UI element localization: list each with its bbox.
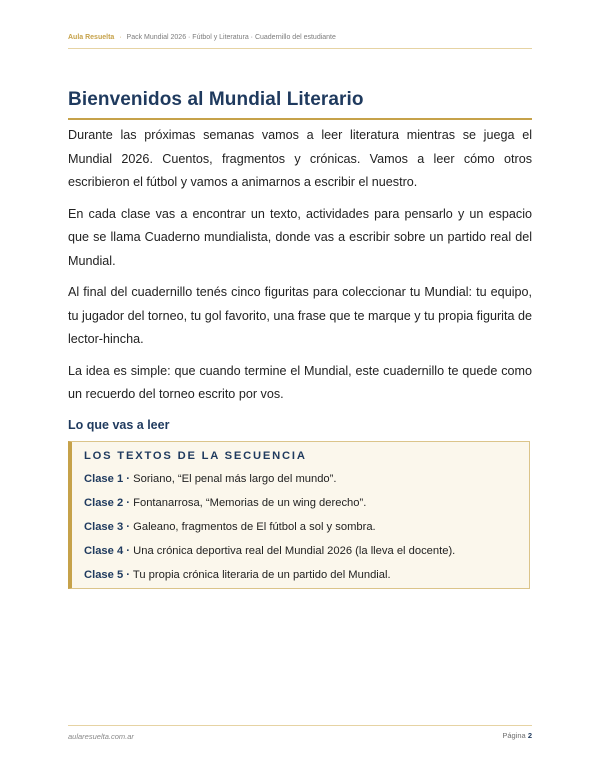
paragraph: En cada clase vas a encontrar un texto, actividades para pensarlo y un espacio que se llama Cuaderno mundialista, donde vas a escribir sobre un partido real del Mundial. (68, 206, 532, 268)
clase-text: Una crónica deportiva real del Mundial 2026 (la lleva el docente). (130, 545, 456, 557)
list-item (84, 539, 529, 563)
footer-divider (68, 725, 532, 726)
list-item (84, 515, 529, 539)
section-heading: Lo que vas a leer (68, 418, 170, 432)
list-item (84, 467, 529, 491)
page-number-value: 2 (527, 731, 532, 740)
clase-label: Clase 3 · (84, 521, 131, 533)
header-divider (68, 48, 532, 49)
paragraph: Durante las próximas semanas vamos a leer literatura mientras se juega el Mundial 2026. Cuentos, fragmentos y crónicas. Vamos a leer cómo otros escribieron el fútbol y vamos a animarnos a escribir el nuestro. (68, 128, 532, 189)
paragraph: La idea es simple: que cuando termine el Mundial, este cuadernillo te quede como un recuerdo del torneo escrito por vos. (68, 363, 532, 401)
intro-text (68, 124, 532, 415)
clase-text: Tu propia crónica literaria de un partido del Mundial. (130, 569, 391, 581)
reading-list-box (68, 441, 530, 589)
brand-name: Aula Resuelta (68, 34, 115, 41)
title-underline (68, 118, 532, 120)
page-label: Página (502, 731, 526, 740)
footer-site: aularesuelta.com.ar (68, 732, 134, 741)
page-header (68, 34, 532, 41)
clase-label: Clase 4 · (84, 545, 131, 557)
header-breadcrumb: Pack Mundial 2026 · Fútbol y Literatura · Cuadernillo del estudiante (126, 34, 336, 41)
page-title: Bienvenidos al Mundial Literario (68, 89, 364, 110)
clase-label: Clase 5 · (84, 569, 131, 581)
clase-label: Clase 2 · (84, 497, 131, 509)
list-item (84, 563, 529, 587)
page-number (502, 731, 532, 740)
paragraph: Al final del cuadernillo tenés cinco figuritas para coleccionar tu Mundial: tu equipo, tu jugador del torneo, tu gol favorito, una frase que te marque y tu propia figurita de lector-hincha. (68, 285, 532, 346)
clase-label: Clase 1 · (84, 473, 131, 485)
list-item (84, 491, 529, 515)
reading-list (84, 467, 529, 587)
clase-text: Soriano, “El penal más largo del mundo”. (130, 473, 337, 485)
header-separator: · (119, 34, 122, 41)
reading-list-title: LOS TEXTOS DE LA SECUENCIA (84, 450, 307, 462)
clase-text: Galeano, fragmentos de El fútbol a sol y sombra. (130, 521, 376, 533)
clase-text: Fontanarrosa, “Memorias de un wing derecho”. (130, 497, 367, 509)
